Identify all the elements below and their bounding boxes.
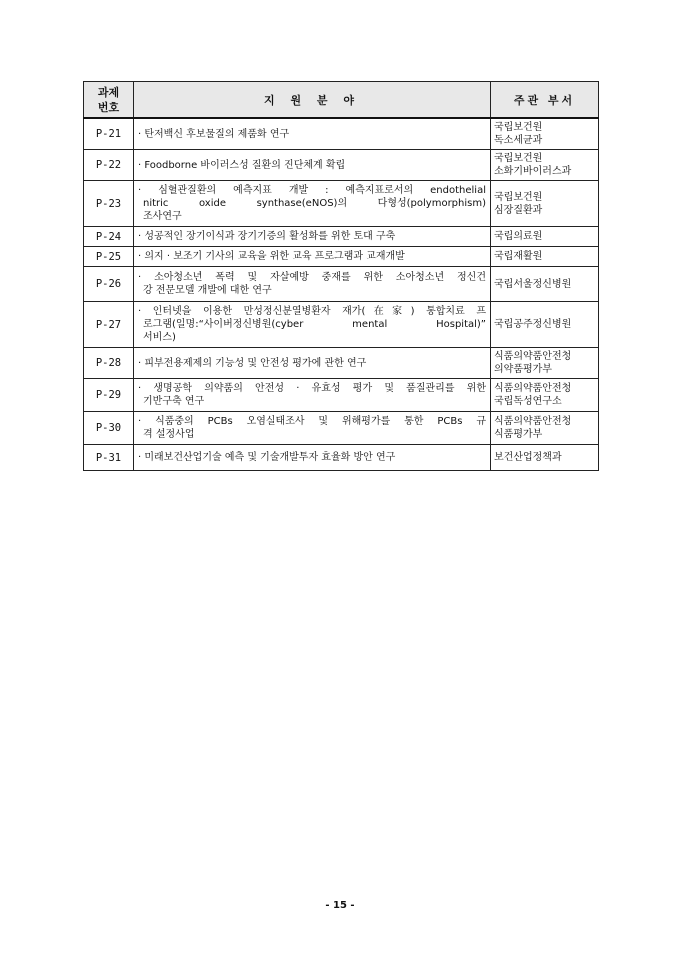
managing-dept-cell xyxy=(491,379,599,412)
support-area-line: 강 전문모델 개발에 대한 연구 xyxy=(143,285,272,296)
page-number: - 15 - xyxy=(325,900,355,911)
table-row xyxy=(84,412,599,445)
header-task-number xyxy=(84,82,134,119)
managing-dept-line: 보건산업정책과 xyxy=(494,452,562,463)
research-topics-table xyxy=(83,81,599,471)
support-area-line: · 소아청소년 폭력 및 자살예방 중재를 위한 소아청소년 정신건 xyxy=(138,272,486,283)
support-area-line: · 피부전용제제의 기능성 및 안전성 평가에 관한 연구 xyxy=(138,357,367,369)
support-area-line: · 식품중의 PCBs 오염실태조사 및 위해평가를 통한 PCBs 규 xyxy=(138,416,486,427)
task-number-cell: P-23 xyxy=(84,181,134,227)
managing-dept-line: 국립독성연구소 xyxy=(494,396,562,407)
support-area-cell xyxy=(134,118,491,150)
table-row xyxy=(84,181,599,227)
task-number-cell: P-24 xyxy=(84,227,134,247)
support-area-line: 격 설정사업 xyxy=(143,429,195,440)
managing-dept-line: 소화기바이러스과 xyxy=(494,166,572,177)
managing-dept-line: 심장질환과 xyxy=(494,204,543,216)
support-area-cell xyxy=(134,150,491,181)
support-area-line: 기반구축 연구 xyxy=(143,396,205,407)
managing-dept-line: 국립보건원 xyxy=(494,122,543,133)
table-row xyxy=(84,302,599,348)
task-number-cell: P-31 xyxy=(84,445,134,471)
support-area-cell xyxy=(134,379,491,412)
header-managing-dept: 주관 부서 xyxy=(491,82,599,119)
table-row xyxy=(84,267,599,302)
managing-dept-line: 식품의약품안전청 xyxy=(494,416,572,427)
table-body xyxy=(84,118,599,471)
support-area-line: · 생명공학 의약품의 안전성 · 유효성 평가 및 품질관리를 위한 xyxy=(138,383,486,394)
support-area-line: 로그램(일명:“사이버정신병원(cyber mental Hospital)” xyxy=(143,319,486,330)
table-row xyxy=(84,118,599,150)
managing-dept-line: 국립공주정신병원 xyxy=(494,319,572,330)
table-row xyxy=(84,150,599,181)
support-area-line: · 의지 · 보조기 기사의 교육을 위한 교육 프로그램과 교재개발 xyxy=(138,251,405,262)
managing-dept-cell xyxy=(491,348,599,379)
support-area-cell xyxy=(134,247,491,267)
managing-dept-line: 국립서울정신병원 xyxy=(494,278,572,290)
managing-dept-cell xyxy=(491,227,599,247)
support-area-line: · Foodborne 바이러스성 질환의 진단체계 확립 xyxy=(138,159,346,171)
support-area-line: · 미래보건산업기술 예측 및 기술개발투자 효율화 방안 연구 xyxy=(138,452,396,463)
header-task-number-line2: 번호 xyxy=(97,100,120,114)
support-area-line: 서비스) xyxy=(143,332,176,343)
support-area-line: nitric oxide synthase(eNOS)의 다형성(polymorphism) xyxy=(143,198,486,209)
table-row xyxy=(84,247,599,267)
table-row xyxy=(84,379,599,412)
managing-dept-cell xyxy=(491,118,599,150)
managing-dept-line: 독소세균과 xyxy=(494,135,543,146)
task-number-cell: P-29 xyxy=(84,379,134,412)
task-number-cell: P-25 xyxy=(84,247,134,267)
managing-dept-cell xyxy=(491,445,599,471)
support-area-line: · 성공적인 장기이식과 장기기증의 활성화를 위한 토대 구축 xyxy=(138,231,396,242)
support-area-line: 조사연구 xyxy=(143,211,182,222)
managing-dept-line: 국립보건원 xyxy=(494,153,543,164)
task-number-cell: P-28 xyxy=(84,348,134,379)
managing-dept-cell xyxy=(491,181,599,227)
support-area-line: · 인터넷을 이용한 만성정신분열병환자 재가(在家) 통합치료 프 xyxy=(138,306,486,317)
managing-dept-cell xyxy=(491,247,599,267)
table-header-row xyxy=(84,82,599,119)
header-task-number-line1: 과제 xyxy=(97,85,120,99)
managing-dept-line: 국립의료원 xyxy=(494,231,543,242)
support-area-cell xyxy=(134,267,491,302)
managing-dept-cell xyxy=(491,267,599,302)
managing-dept-cell xyxy=(491,302,599,348)
support-area-line: · 탄저백신 후보물질의 제품화 연구 xyxy=(138,128,290,140)
managing-dept-line: 국립보건원 xyxy=(494,191,543,203)
table-row xyxy=(84,445,599,471)
managing-dept-line: 식품의약품안전청 xyxy=(494,351,572,362)
support-area-cell xyxy=(134,412,491,445)
table-row xyxy=(84,348,599,379)
support-area-cell xyxy=(134,445,491,471)
task-number-cell: P-27 xyxy=(84,302,134,348)
table-row xyxy=(84,227,599,247)
managing-dept-line: 국립재활원 xyxy=(494,251,543,262)
support-area-cell xyxy=(134,302,491,348)
support-area-cell xyxy=(134,181,491,227)
managing-dept-cell xyxy=(491,150,599,181)
managing-dept-cell xyxy=(491,412,599,445)
support-area-cell xyxy=(134,227,491,247)
support-area-line: · 심혈관질환의 예측지표 개발 : 예측지표로서의 endothelial xyxy=(138,185,486,196)
managing-dept-line: 식품의약품안전청 xyxy=(494,383,572,394)
task-number-cell: P-30 xyxy=(84,412,134,445)
task-number-cell: P-21 xyxy=(84,118,134,150)
managing-dept-line: 식품평가부 xyxy=(494,429,543,440)
header-support-area: 지 원 분 야 xyxy=(134,82,491,119)
task-number-cell: P-26 xyxy=(84,267,134,302)
managing-dept-line: 의약품평가부 xyxy=(494,364,552,375)
task-number-cell: P-22 xyxy=(84,150,134,181)
support-area-cell xyxy=(134,348,491,379)
